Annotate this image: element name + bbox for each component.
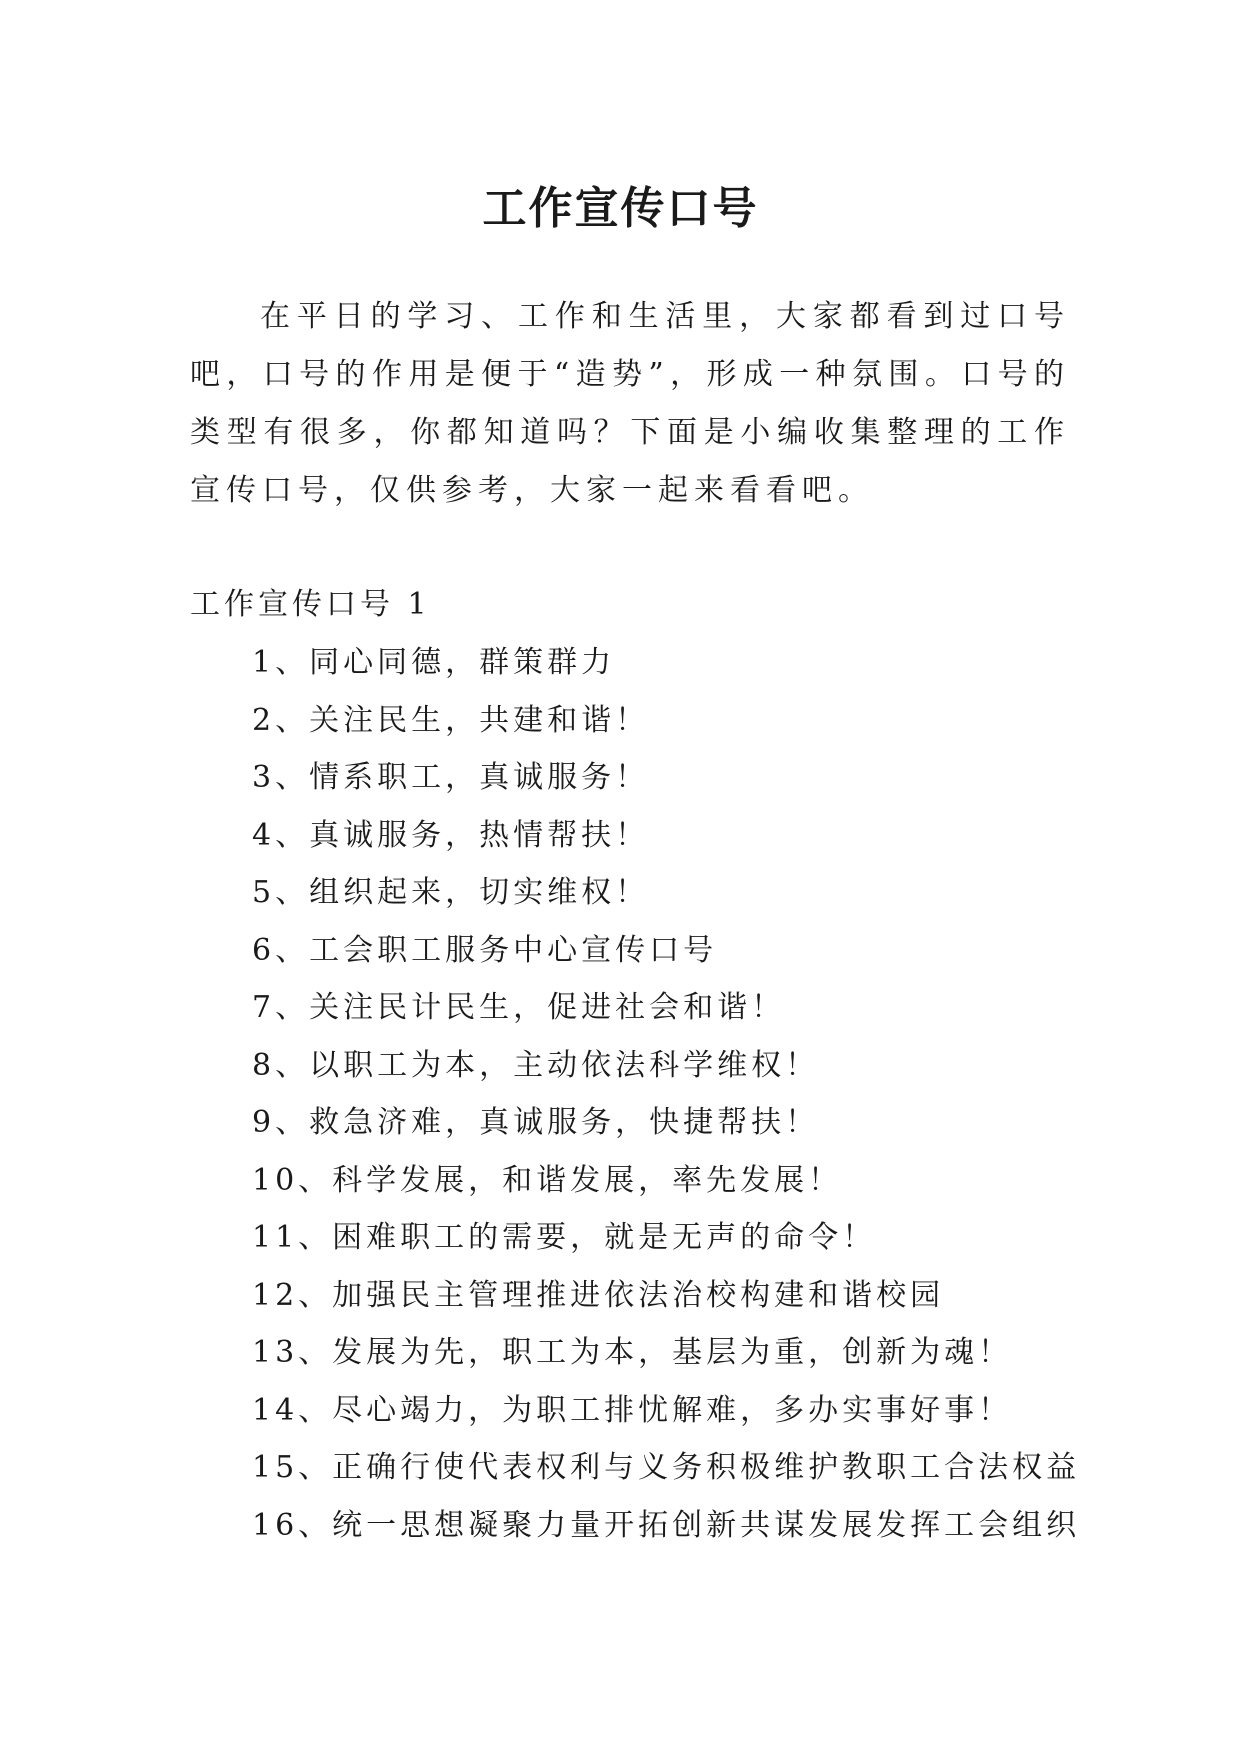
slogan-item: 10、科学发展，和谐发展，率先发展！ (252, 1162, 843, 1198)
slogan-item: 14、尽心竭力，为职工排忧解难，多办实事好事！ (252, 1392, 1013, 1428)
slogan-item: 9、救急济难，真诚服务，快捷帮扶！ (252, 1105, 820, 1140)
slogan-item: 16、统一思想凝聚力量开拓创新共谋发展发挥工会组织 (252, 1507, 1081, 1543)
slogan-item: 4、真诚服务，热情帮扶！ (252, 817, 650, 853)
slogan-item: 6、工会职工服务中心宣传口号 (252, 932, 718, 968)
slogan-item: 13、发展为先，职工为本，基层为重，创新为魂！ (252, 1335, 1013, 1370)
document-title: 工作宣传口号 (482, 183, 759, 235)
slogan-item: 2、关注民生，共建和谐！ (252, 702, 650, 738)
slogan-item: 7、关注民计民生，促进社会和谐！ (252, 990, 786, 1025)
section-heading: 工作宣传口号 1 (190, 587, 431, 622)
slogan-item: 1、同心同德，群策群力 (252, 645, 616, 680)
slogan-item: 11、困难职工的需要，就是无声的命令！ (252, 1220, 877, 1255)
slogan-item: 3、情系职工，真诚服务！ (252, 760, 650, 795)
slogan-item: 15、正确行使代表权利与义务积极维护教职工合法权益 (252, 1450, 1081, 1485)
slogan-item: 12、加强民主管理推进依法治校构建和谐校园 (252, 1277, 945, 1313)
intro-paragraph: 在平日的学习、工作和生活里，大家都看到过口号吧，口号的作用是便于“造势”，形成一种氛围。口号的类型有很多，你都知道吗？下面是小编收集整理的工作宣传口号，仅供参考，大家一起来看看吧。 (190, 299, 1070, 508)
slogan-item: 5、组织起来，切实维权！ (252, 875, 650, 910)
slogan-list (252, 634, 1082, 1554)
slogan-item: 8、以职工为本，主动依法科学维权！ (252, 1047, 820, 1083)
